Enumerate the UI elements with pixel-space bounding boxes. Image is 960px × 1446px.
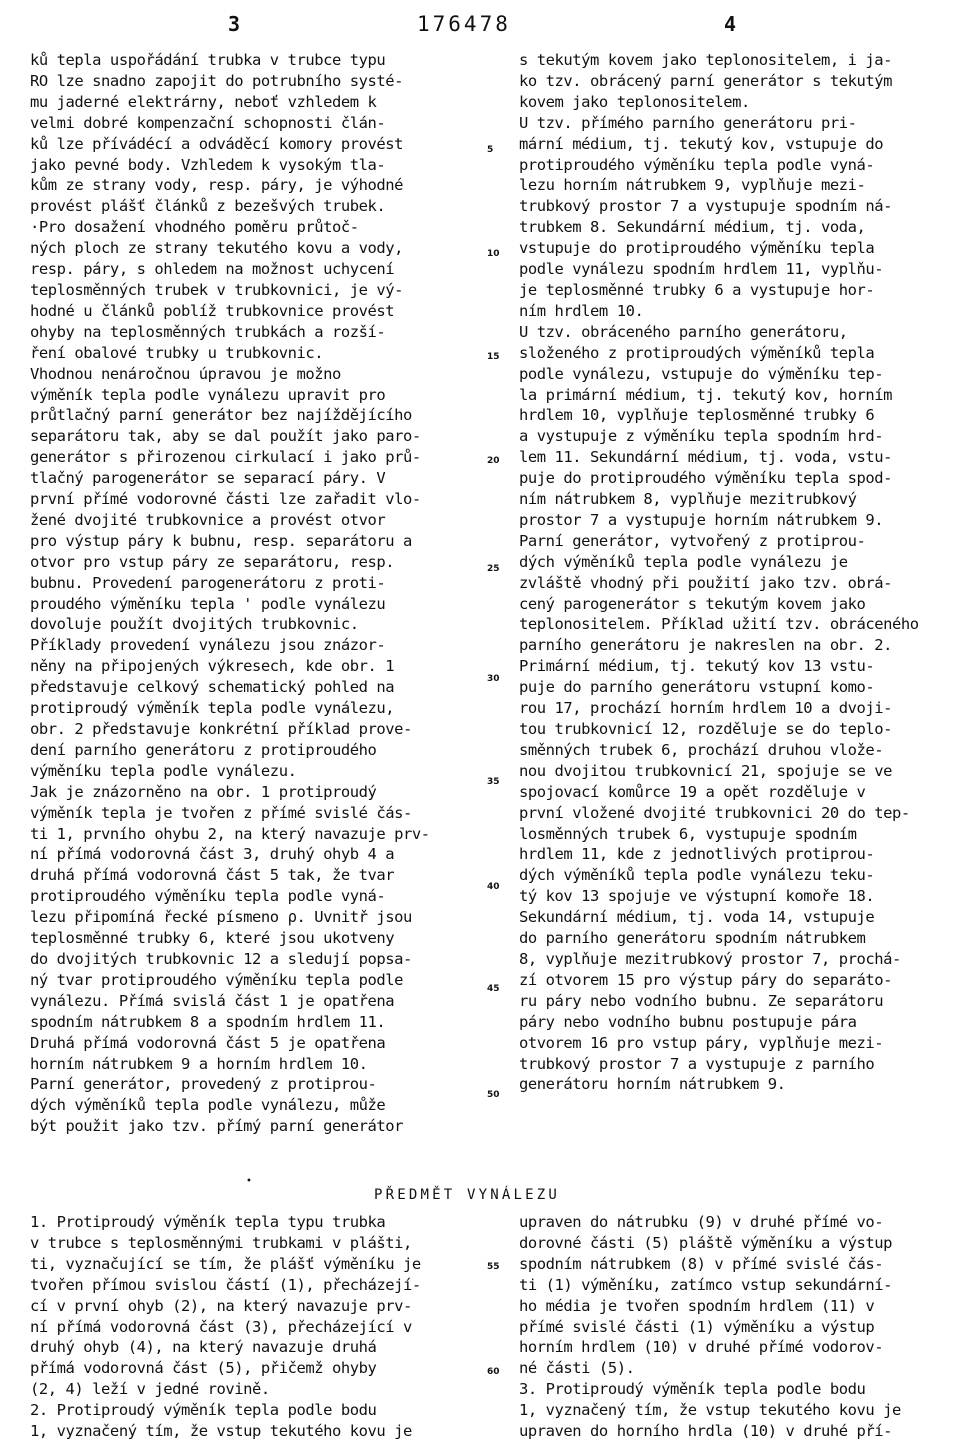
line-number: 35 (487, 777, 500, 787)
line-number-gutter (487, 50, 507, 1100)
line-number: 45 (487, 984, 500, 994)
decorative-dot: • (246, 1176, 252, 1187)
line-number: 5 (487, 145, 494, 155)
page-number-left: 3 (228, 12, 241, 36)
page-number-right: 4 (724, 12, 737, 36)
line-number: 15 (487, 352, 500, 362)
claims-left-text: 1. Protiproudý výměník tepla typu trubka v trubce s teplosměnnými trubkami v plášti, ti, vyznačující se tím, že plášť výměníku je tvořen přímou svislou částí (1), přecházejí- cí v první ohyb (2), na který navazuje prv- ní přímá vodorovná část (3), přecházející v druhý ohyb (4), na který navazuje druhá přímá vodorovná část (5), přičemž ohyby (2, 4) leží v jedné rovině. 2. Protiproudý výměník tepla podle bodu 1, vyznačený tím, že vstup tekutého kovu je (30, 1213, 421, 1441)
line-number: 25 (487, 564, 500, 574)
line-number: 50 (487, 1090, 500, 1100)
right-column-text: s tekutým kovem jako teplonositelem, i ja- ko tzv. obrácený parní generátor s tekutým kovem jako teplonositelem. U tzv. přímého parního generátoru pri- mární médium, tj. tekutý kov, vstupuje do protiproudého výměníku tepla podle vyná- lezu horním nátrubkem 9, vyplňuje mezi- trubkový prostor 7 a vystupuje spodním ná- trubkem 8. Sekundární médium, tj. voda, vstupuje do protiproudého výměníku tepla podle vynálezu spodním hrdlem 11, vyplňu- je teplosměnné trubky 6 a vystupuje hor- ním hrdlem 10. U tzv. obráceného parního generátoru, složeného z protiproudých výměníků tepla podle vynálezu, vstupuje do výměníku tep- la primární médium, tj. tekutý kov, horním hrdlem 10, vyplňuje teplosměnné trubky 6 a vystupuje z výměníku tepla spodním hrd- lem 11. Sekundární médium, tj. voda, vstu- puje do protiproudého výměníku tepla spod- ním nátrubkem 8, vyplňuje mezitrubkový prostor 7 a vystupuje horním nátrubkem 9. Parní generátor, vytvořený z protiprou- dých výměníků tepla podle vynálezu je zvláště vhodný při použití jako tzv. obrá- cený parogenerátor s tekutým kovem jako teplonositelem. Příklad užití tzv. obráceného parního generátoru je nakreslen na obr. 2. Primární médium, tj. tekutý kov 13 vstu- puje do parního generátoru vstupní komo- rou 17, prochází horním hrdlem 10 a dvoji- tou trubkovnicí 12, rozděluje se do teplo- směnných trubek 6, prochází druhou vlože- nou dvojitou trubkovnicí 21, spojuje se ve spojovací komůrce 19 a opět rozděluje v první vložené dvojité trubkovnici 20 do tep- losměnných trubek 6, vystupuje spodním hrdlem 11, kde z jednotlivých protiprou- dých výměníků tepla podle vynálezu teku- tý kov 13 spojuje ve výstupní komoře 18. Sekundární médium, tj. voda 14, vstupuje do parního generátoru spodním nátrubkem 8, vyplňuje mezitrubkový prostor 7, prochá- zí otvorem 15 pro výstup páry do separáto- ru páry nebo vodního bubnu. Ze separátoru páry nebo vodního bubnu postupuje pára otvorem 16 pro vstup páry, vyplňuje mezi- trubkový prostor 7 a vystupuje z parního generátoru horním nátrubkem 9. (519, 51, 919, 1094)
section-heading: PŘEDMĚT VYNÁLEZU (374, 1187, 561, 1203)
line-number: 55 (487, 1262, 500, 1272)
left-column-text: ků tepla uspořádání trubka v trubce typu RO lze snadno zapojit do potrubního systé- mu jaderné elektrárny, neboť vzhledem k velmi dobré kompenzační schopnosti člán- ků lze přívádécí a odváděcí komory provést jako pevné body. Vzhledem k vysokým tla- kům ze strany vody, resp. páry, je výhodné provést plášť článků z bezešvých trubek. ·Pro dosažení vhodného poměru průtoč- ných ploch ze strany tekutého kovu a vody, resp. páry, s ohledem na možnost uchycení teplosměnných trubek v trubkovnici, je vý- hodné u článků poblíž trubkovnice provést ohyby na teplosměnných trubkách a rozší- ření obalové trubky u trubkovnic. Vhodnou nenáročnou úpravou je možno výměník tepla podle vynálezu upravit pro průtlačný parní generátor bez najíždějícího separátoru tak, aby se dal použít jako paro- generátor s přirozenou cirkulací i jako prů- tlačný parogenerátor se separací páry. V první přímé vodorovné části lze zařadit vlo- žené dvojité trubkovnice a provést otvor pro výstup páry k bubnu, resp. separátoru a otvor pro vstup páry ze separátoru, resp. bubnu. Provedení parogenerátoru z proti- proudého výměníku tepla ' podle vynálezu dovoluje použít dvojitých trubkovnic. Příklady provedení vynálezu jsou znázor- něny na připojených výkresech, kde obr. 1 představuje celkový schematický pohled na protiproudý výměník tepla podle vynálezu, obr. 2 představuje konkrétní příklad prove- dení parního generátoru z protiproudého výměníku tepla podle vynálezu. Jak je znázorněno na obr. 1 protiproudý výměník tepla je tvořen z přímé svislé čás- ti 1, prvního ohybu 2, na který navazuje prv- ní přímá vodorovná část 3, druhý ohyb 4 a druhá přímá vodorovná část 5 tak, že tvar protiproudého výměníku tepla podle vyná- lezu připomíná řecké písmeno ρ. Uvnitř jsou teplosměnné trubky 6, které jsou ukotveny do dvojitých trubkovnic 12 a sledují popsa- ný tvar protiproudého výměníku tepla podle vynálezu. Přímá svislá část 1 je opatřena spodním nátrubkem 8 a spodním hrdlem 11. Druhá přímá vodorovná část 5 je opatřena horním nátrubkem 9 a horním hrdlem 10. Parní generátor, provedený z protiprou- dých výměníků tepla podle vynálezu, může být použit jako tzv. přímý parní generátor (30, 51, 430, 1136)
line-number: 40 (487, 882, 500, 892)
line-number: 60 (487, 1367, 500, 1377)
line-number: 20 (487, 456, 500, 466)
document-number: 176478 (417, 12, 511, 36)
claims-line-number-gutter (487, 1212, 507, 1442)
line-number: 10 (487, 249, 500, 259)
line-number: 30 (487, 674, 500, 684)
claims-right-text: upraven do nátrubku (9) v druhé přímé vo- dorovné části (5) pláště výměníku a výstup spodním nátrubkem (8) v přímé svislé čás- ti (1) výměníku, zatímco vstup sekundární- ho média je tvořen spodním hrdlem (11) v přímé svislé části (1) výměníku a výstup horním hrdlem (10) v druhé přímé vodorov- né části (5). 3. Protiproudý výměník tepla podle bodu 1, vyznačený tím, že vstup tekutého kovu je upraven do horního hrdla (10) v druhé pří- (519, 1213, 901, 1441)
